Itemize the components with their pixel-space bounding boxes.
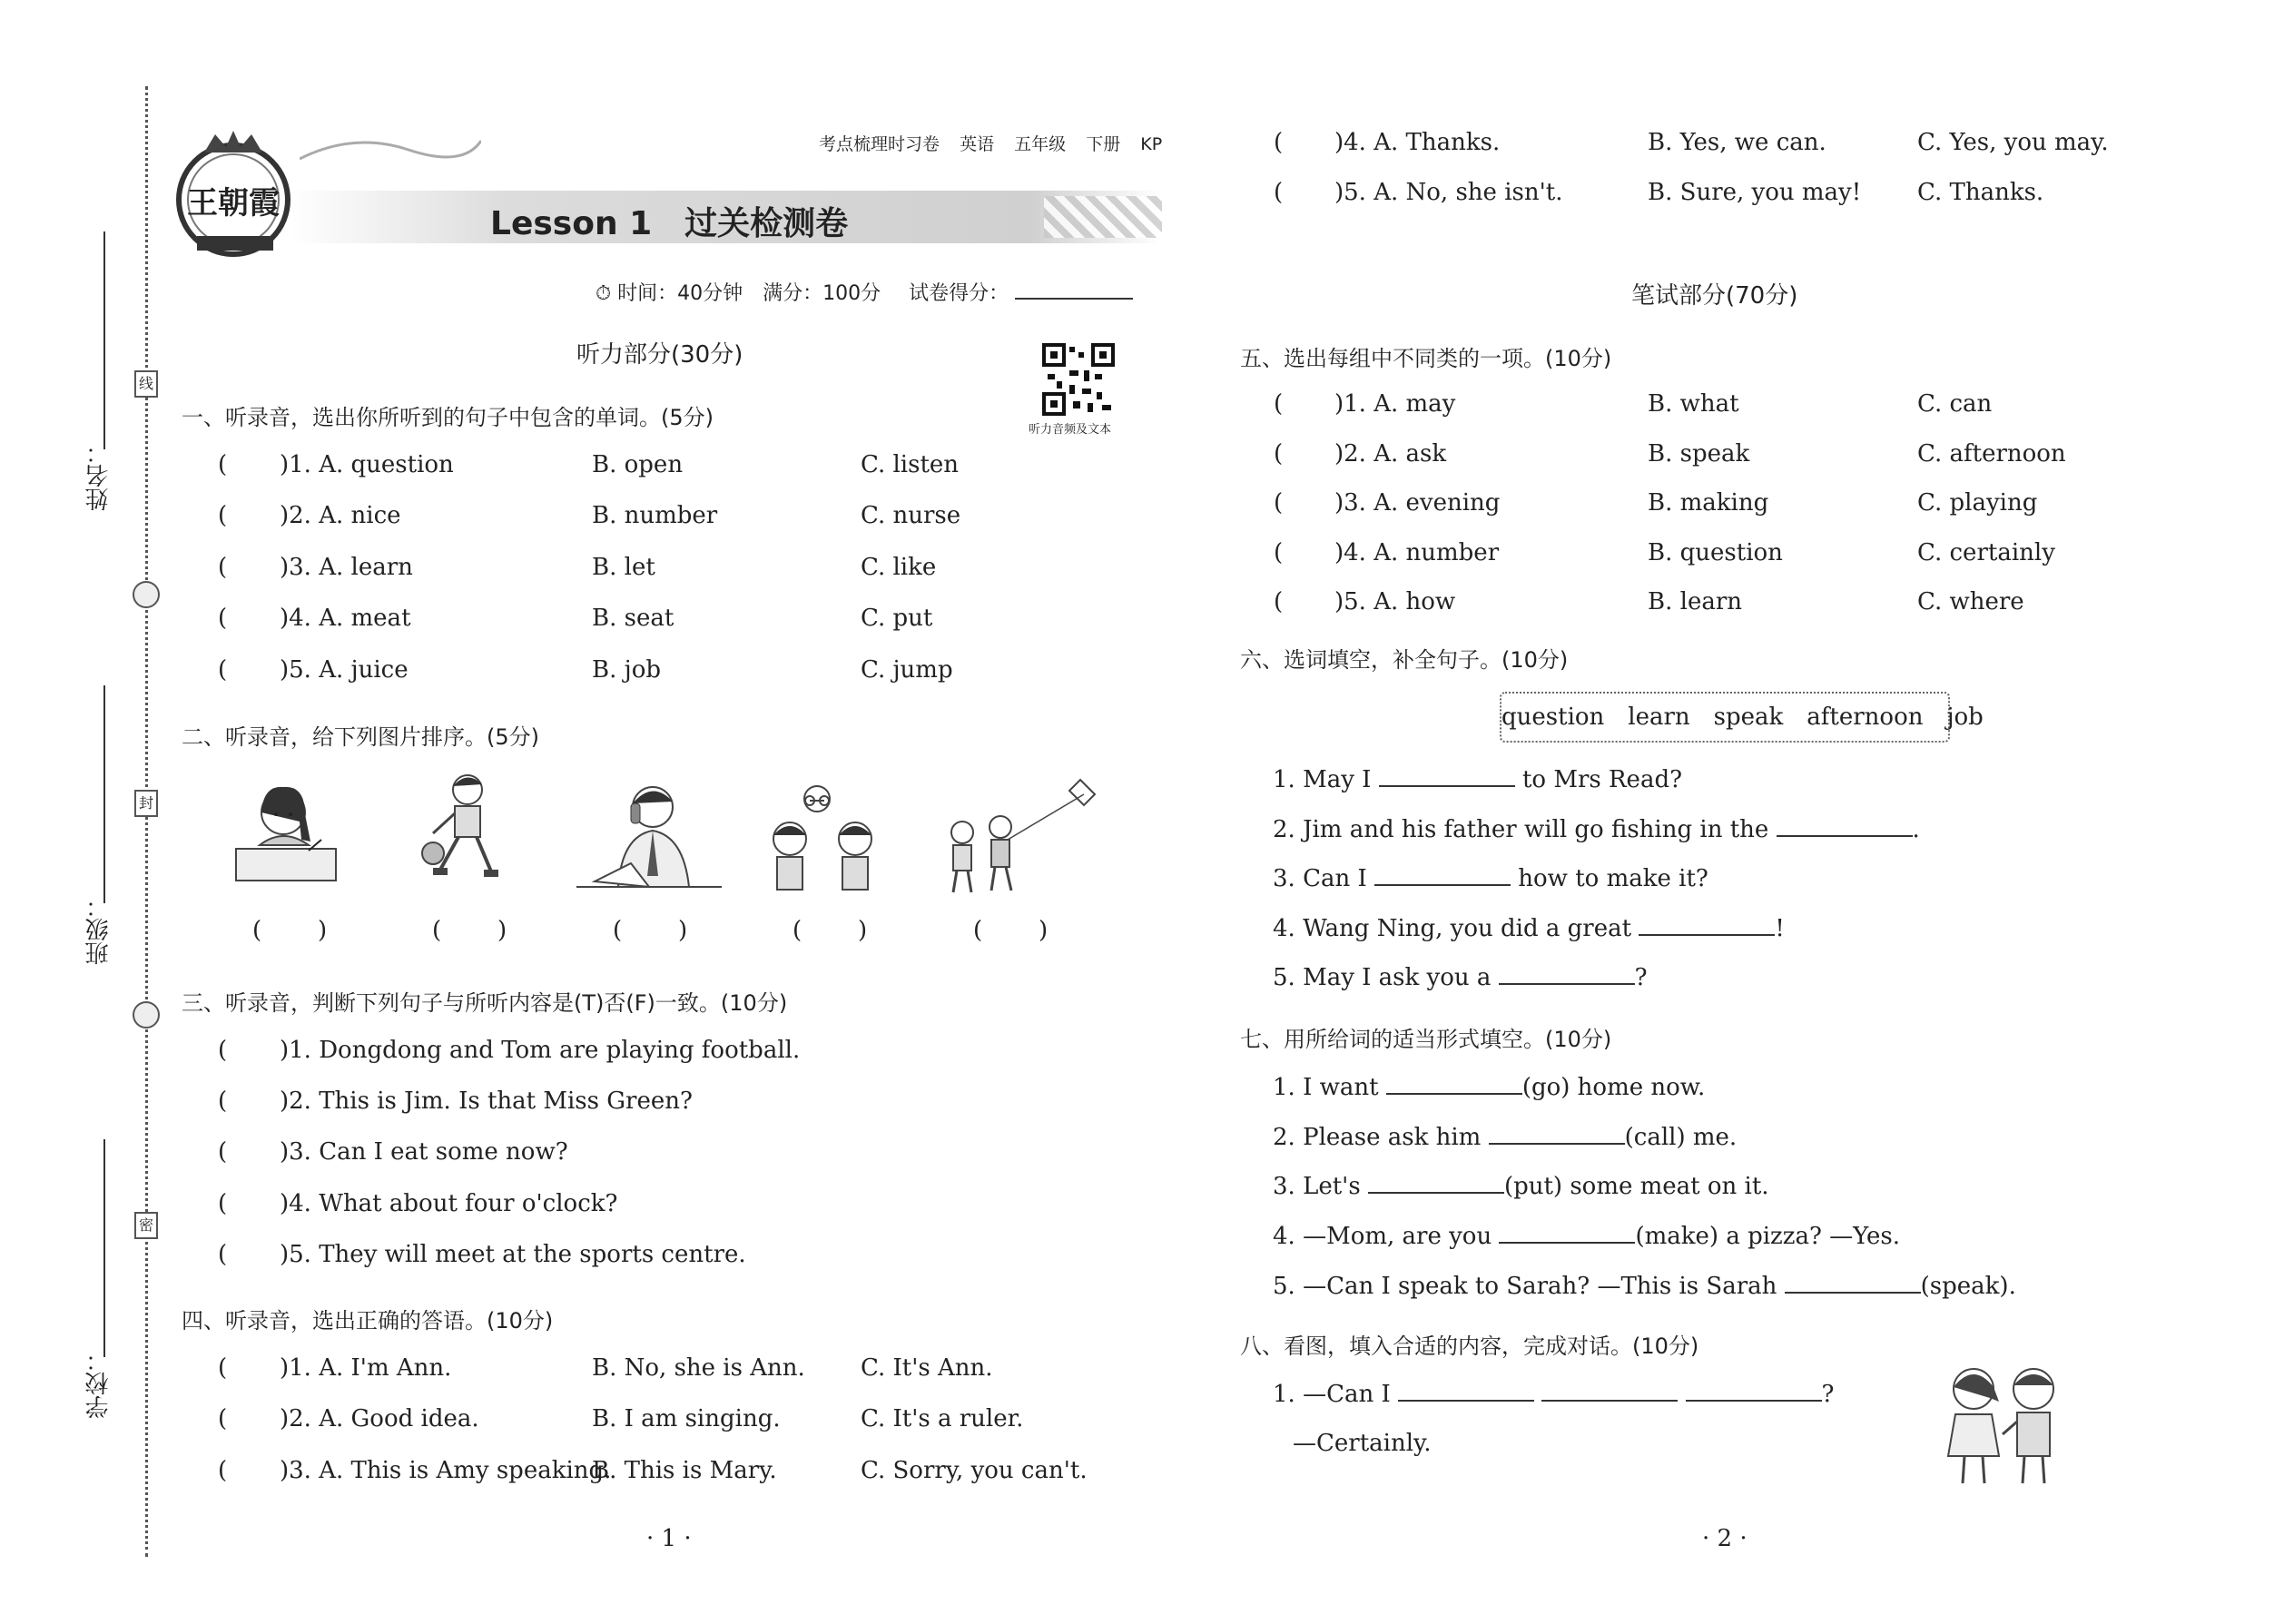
tf-statement: )3. Can I eat some now?: [280, 1138, 568, 1166]
section-1-title: 一、听录音，选出你所听到的句子中包含的单词。(5分): [182, 405, 714, 430]
answer-bracket[interactable]: (: [218, 656, 228, 684]
answer-bracket[interactable]: (: [218, 1354, 228, 1382]
tf-statement: )2. This is Jim. Is that Miss Green?: [280, 1088, 693, 1115]
picture-answer-bracket[interactable]: (: [252, 917, 262, 944]
section-5-title: 五、选出每组中不同类的一项。(10分): [1240, 346, 1612, 371]
question-option-c: C. like: [861, 554, 937, 581]
sentence-start: 5. —Can I speak to Sarah? —This is Sarah: [1273, 1273, 1777, 1300]
question-option-a: )5. A. how: [1334, 588, 1456, 615]
sentence-start: 2. Please ask him: [1273, 1124, 1482, 1151]
name-label: 姓名：: [85, 440, 113, 511]
question-option-b: B. what: [1648, 390, 1739, 418]
gutter-mark-line: 线: [134, 370, 158, 398]
sentence-start: 4. —Mom, are you: [1273, 1223, 1492, 1250]
word-bank: question learn speak afternoon job: [1500, 692, 1950, 743]
sentence-end: (make) a pizza? —Yes.: [1635, 1223, 1901, 1250]
brand-logo: [168, 127, 304, 263]
answer-bracket[interactable]: (: [218, 605, 228, 632]
question-option-c: C. nurse: [861, 502, 961, 529]
answer-bracket[interactable]: (: [218, 1405, 228, 1432]
written-heading: 笔试部分(70分): [1631, 282, 1798, 310]
question-option-a: )2. A. nice: [280, 502, 401, 529]
answer-bracket[interactable]: (: [218, 502, 228, 529]
picture-answer-bracket[interactable]: (: [432, 917, 442, 944]
gutter-mark-secret: 密: [134, 1212, 158, 1239]
gutter-mark-seal: 封: [134, 790, 158, 817]
question-option-c: C. listen: [861, 451, 960, 478]
section-2-title: 二、听录音，给下列图片排序。(5分): [182, 724, 539, 750]
question-option-c: C. It's a ruler.: [861, 1405, 1024, 1432]
question-option-b: B. seat: [592, 605, 674, 632]
question-option-b: B. I am singing.: [592, 1405, 781, 1432]
picture-answer-bracket-close: ): [858, 917, 868, 944]
score-label: 试卷得分：: [909, 282, 1009, 305]
answer-bracket[interactable]: (: [218, 554, 228, 581]
school-underline: [103, 1139, 105, 1357]
answer-bracket[interactable]: (: [1274, 129, 1284, 156]
time-score-info: [596, 278, 1133, 306]
picture-answer-bracket-close: ): [1039, 917, 1049, 944]
kids-talking-icon: [1932, 1362, 2077, 1489]
answer-bracket[interactable]: (: [218, 451, 228, 478]
question-option-a: )5. A. No, she isn't.: [1334, 179, 1563, 206]
tf-statement: )1. Dongdong and Tom are playing football.: [280, 1037, 801, 1064]
sentence-end: (put) some meat on it.: [1503, 1173, 1769, 1200]
sentence-end: how to make it?: [1518, 865, 1708, 892]
fill-sentence: [1273, 963, 1648, 991]
question-option-a: )3. A. evening: [1334, 489, 1501, 517]
question-option-c: C. certainly: [1917, 539, 2055, 566]
question-option-b: B. Sure, you may!: [1648, 179, 1862, 206]
listening-heading: 听力部分(30分): [576, 341, 743, 369]
section-3-title: 三、听录音，判断下列句子与所听内容是(T)否(F)一致。(10分): [182, 990, 788, 1016]
answer-blank[interactable]: [1499, 1222, 1635, 1244]
question-option-a: )5. A. juice: [280, 656, 409, 684]
edition-tag: KP: [1140, 134, 1163, 154]
answer-bracket[interactable]: (: [1274, 390, 1284, 418]
girl-writing-icon: [227, 776, 345, 894]
page-number-2: · 2 ·: [1702, 1525, 1748, 1552]
question-option-c: C. It's Ann.: [861, 1354, 993, 1382]
page-title: Lesson 1 过关检测卷: [490, 205, 849, 242]
question-option-c: C. Yes, you may.: [1917, 129, 2109, 156]
fill-sentence: [1273, 815, 1920, 843]
answer-bracket[interactable]: (: [218, 1088, 228, 1115]
question-option-c: C. can: [1917, 390, 1993, 418]
boys-bike-icon: [764, 782, 891, 896]
answer-bracket[interactable]: (: [1274, 489, 1284, 517]
sentence-end: (call) me.: [1624, 1124, 1738, 1151]
qr-code-icon[interactable]: [1042, 343, 1115, 416]
sentence-start: 3. Let's: [1273, 1173, 1361, 1200]
section-7-title: 七、用所给词的适当形式填空。(10分): [1240, 1027, 1612, 1052]
answer-blank[interactable]: [1379, 765, 1515, 787]
answer-blank[interactable]: [1686, 1380, 1822, 1402]
answer-blank[interactable]: [1386, 1073, 1522, 1095]
clock-icon: ⏱: [596, 282, 612, 305]
sentence-end: (speak).: [1920, 1273, 2016, 1300]
question-option-a: )4. A. number: [1334, 539, 1500, 566]
section-4-title: 四、听录音，选出正确的答语。(10分): [182, 1308, 554, 1334]
tf-statement: )4. What about four o'clock?: [280, 1190, 618, 1217]
question-option-b: B. Yes, we can.: [1648, 129, 1826, 156]
question-option-a: )3. A. learn: [280, 554, 413, 581]
sentence-end: to Mrs Read?: [1521, 766, 1683, 793]
question-option-b: B. making: [1648, 489, 1769, 517]
question-option-c: C. playing: [1917, 489, 2038, 517]
subject-tag: 英语: [960, 134, 995, 154]
score-blank[interactable]: [1015, 278, 1133, 300]
picture-answer-bracket-close: ): [318, 917, 328, 944]
question-option-b: B. This is Mary.: [592, 1457, 777, 1484]
binding-hole-icon: [133, 581, 160, 608]
fill-sentence: [1273, 1073, 1705, 1101]
binding-dotted-line: [145, 86, 148, 1557]
boy-basketball-icon: [413, 770, 513, 897]
fill-sentence: [1273, 1123, 1737, 1151]
fill-sentence: [1273, 1222, 1900, 1250]
page-number-1: · 1 ·: [646, 1525, 692, 1552]
answer-bracket[interactable]: (: [1274, 440, 1284, 468]
sentence-end: (go) home now.: [1521, 1074, 1706, 1101]
answer-bracket[interactable]: (: [218, 1138, 228, 1166]
binding-hole-icon: [133, 1001, 160, 1029]
question-option-a: )1. A. question: [280, 451, 454, 478]
question-option-b: B. No, she is Ann.: [592, 1354, 805, 1382]
answer-blank[interactable]: [1374, 864, 1511, 886]
svg-text:王朝霞: 王朝霞: [187, 185, 280, 221]
title-checker-pattern: [1044, 196, 1162, 238]
answer-bracket[interactable]: (: [218, 1190, 228, 1217]
dialogue-end: ?: [1821, 1381, 1835, 1408]
question-option-c: C. put: [861, 605, 933, 632]
fill-sentence: [1273, 765, 1682, 793]
sentence-start: 3. Can I: [1273, 865, 1367, 892]
question-option-a: )4. A. Thanks.: [1334, 129, 1501, 156]
question-option-a: )3. A. This is Amy speaking.: [280, 1457, 612, 1484]
sentence-start: 4. Wang Ning, you did a great: [1273, 915, 1632, 942]
volume-tag: 下册: [1086, 134, 1121, 154]
man-phone-icon: [576, 776, 722, 894]
question-option-c: C. where: [1917, 588, 2024, 615]
answer-bracket[interactable]: (: [218, 1457, 228, 1484]
class-label: 班级：: [85, 894, 113, 965]
qr-caption: 听力音频及文本: [1029, 423, 1112, 437]
question-option-b: B. learn: [1648, 588, 1743, 615]
question-option-c: C. afternoon: [1917, 440, 2066, 468]
fill-sentence: [1273, 914, 1785, 942]
fill-sentence: [1273, 1272, 2016, 1300]
answer-blank[interactable]: [1639, 914, 1775, 936]
picture-answer-bracket-close: ): [497, 917, 507, 944]
tf-statement: )5. They will meet at the sports centre.: [280, 1241, 746, 1268]
answer-blank[interactable]: [1785, 1272, 1921, 1294]
answer-bracket[interactable]: (: [1274, 588, 1284, 615]
question-option-b: B. open: [592, 451, 684, 478]
dialogue-line-2: —Certainly.: [1293, 1430, 1432, 1457]
sentence-end: .: [1912, 816, 1920, 843]
question-option-b: B. let: [592, 554, 655, 581]
question-option-a: )4. A. meat: [280, 605, 411, 632]
grade-tag: 五年级: [1014, 134, 1067, 154]
section-8-title: 八、看图，填入合适的内容，完成对话。(10分): [1240, 1334, 1699, 1359]
answer-bracket[interactable]: (: [218, 1037, 228, 1064]
sentence-end: !: [1775, 915, 1785, 942]
answer-blank[interactable]: [1368, 1172, 1504, 1194]
fill-sentence: [1273, 1172, 1769, 1200]
dialogue-start: 1. —Can I: [1273, 1381, 1391, 1408]
question-option-b: B. job: [592, 656, 661, 684]
question-option-b: B. speak: [1648, 440, 1750, 468]
section-6-title: 六、选词填空，补全句子。(10分): [1240, 647, 1569, 673]
question-option-b: B. number: [592, 502, 718, 529]
picture-answer-bracket-close: ): [678, 917, 688, 944]
question-option-a: )1. A. may: [1334, 390, 1456, 418]
sentence-start: 1. May I: [1273, 766, 1372, 793]
name-underline: [103, 231, 105, 449]
question-option-a: )1. A. I'm Ann.: [280, 1354, 452, 1382]
class-underline: [103, 685, 105, 903]
question-option-c: C. Sorry, you can't.: [861, 1457, 1088, 1484]
answer-blank[interactable]: [1777, 815, 1913, 837]
dialogue-line-1: [1273, 1380, 1835, 1408]
picture-answer-bracket[interactable]: (: [973, 917, 983, 944]
answer-blank[interactable]: [1499, 963, 1635, 985]
question-option-c: C. Thanks.: [1917, 179, 2044, 206]
question-option-a: )2. A. ask: [1334, 440, 1447, 468]
time-info: 时间：40分钟 满分：100分: [617, 282, 881, 305]
fill-sentence: [1273, 864, 1708, 892]
school-label: 学校：: [85, 1348, 113, 1419]
sentence-end: ?: [1634, 964, 1648, 991]
question-option-a: )2. A. Good idea.: [280, 1405, 479, 1432]
picture-answer-bracket[interactable]: (: [613, 917, 623, 944]
kids-kite-icon: [935, 776, 1098, 899]
question-option-c: C. jump: [861, 656, 953, 684]
answer-blank[interactable]: [1541, 1380, 1678, 1402]
sentence-start: 2. Jim and his father will go fishing in the: [1273, 816, 1769, 843]
answer-bracket[interactable]: (: [218, 1241, 228, 1268]
sentence-start: 5. May I ask you a: [1273, 964, 1492, 991]
series-name: 考点梳理时习卷: [819, 134, 940, 154]
sentence-start: 1. I want: [1273, 1074, 1379, 1101]
answer-blank[interactable]: [1489, 1123, 1625, 1145]
picture-answer-bracket[interactable]: (: [793, 917, 802, 944]
answer-bracket[interactable]: (: [1274, 179, 1284, 206]
header-series-info: [819, 131, 1162, 155]
question-option-b: B. question: [1648, 539, 1783, 566]
answer-bracket[interactable]: (: [1274, 539, 1284, 566]
ribbon-decoration: [300, 132, 481, 168]
answer-blank[interactable]: [1398, 1380, 1534, 1402]
